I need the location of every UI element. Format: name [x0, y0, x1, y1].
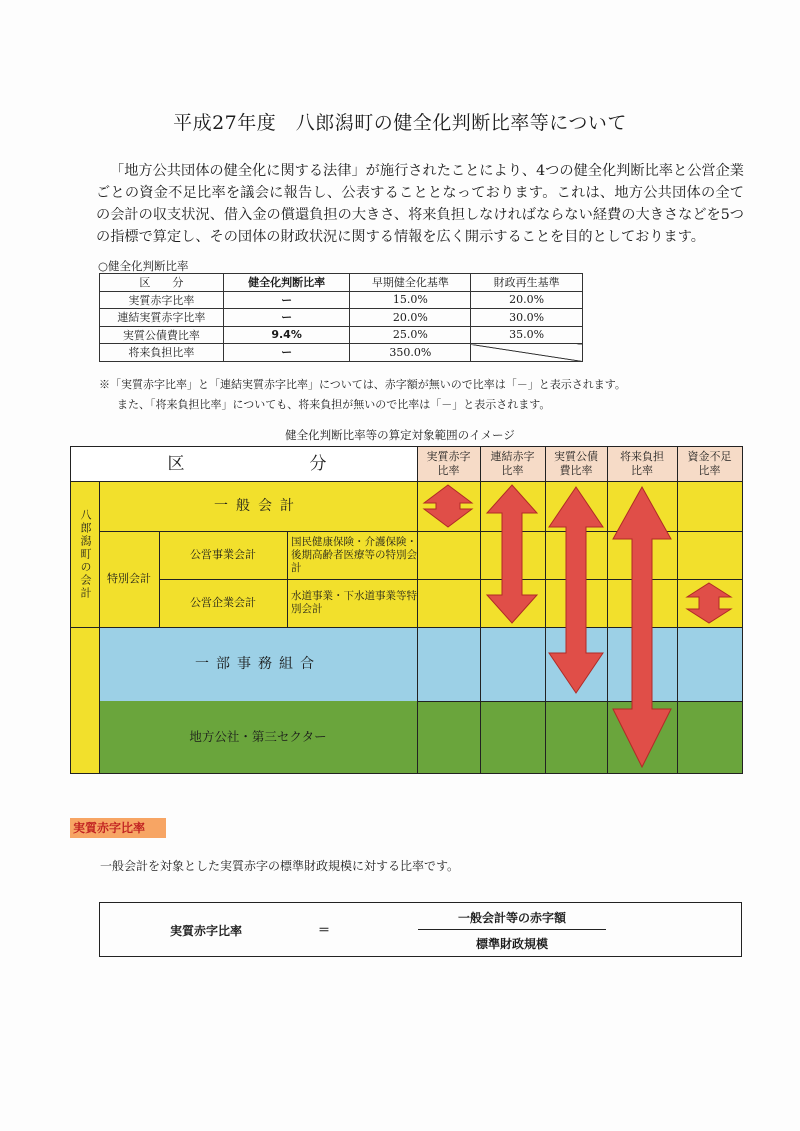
- column-header: 将来負担 比率: [620, 450, 664, 477]
- row-early: 15.0%: [350, 291, 471, 309]
- header-bun: 分: [309, 454, 327, 474]
- scope-diagram: [70, 446, 743, 774]
- formula-denominator: 標準財政規模: [475, 937, 548, 951]
- row-value: ー: [223, 309, 350, 327]
- public-business-detail: 国民健康保険・介護保険・後期高齢者医療等の特別会計: [291, 535, 417, 574]
- row-value: 9.4%: [223, 326, 350, 344]
- partial-union-label: 一部事務組合: [195, 656, 321, 672]
- ratio-description: 一般会計を対象とした実質赤字の標準財政規模に対する比率です。: [100, 859, 460, 873]
- public-enterprise-label: 公営企業会計: [190, 596, 256, 609]
- formula-box: [99, 902, 742, 957]
- formula-numerator: 一般会計等の赤字額: [457, 911, 566, 925]
- row-restore: 20.0%: [471, 291, 583, 309]
- table-header-row: [100, 274, 583, 292]
- row-value: ー: [223, 344, 350, 362]
- column-header: 実質公債 費比率: [554, 450, 598, 477]
- column-header: 資金不足 比率: [687, 450, 732, 477]
- row-name: 実質赤字比率: [100, 291, 224, 309]
- diagram-title: 健全化判断比率等の算定対象範囲のイメージ: [285, 428, 515, 442]
- row-name: 実質公債費比率: [100, 326, 224, 344]
- formula-fraction-bar: [418, 929, 606, 930]
- town-accounts-label: 八郎潟町の会計: [79, 508, 92, 600]
- row-restore-empty: [471, 344, 583, 362]
- table-header: 早期健全化基準: [350, 274, 471, 292]
- third-sector-label: 地方公社・第三セクター: [189, 729, 327, 744]
- arrow-shorai-futan: [613, 487, 671, 767]
- general-account-label: 一般会計: [214, 498, 302, 514]
- column-header: 実質赤字 比率: [426, 450, 471, 477]
- table-header: 健全化判断比率: [223, 274, 350, 292]
- section-label: ○健全化判断比率: [98, 259, 189, 273]
- row-name: 将来負担比率: [100, 344, 224, 362]
- header-ku: 区: [167, 454, 185, 474]
- table-note: ※「実質赤字比率」と「連結実質赤字比率」については、赤字額が無いので比率は「－」と表示されます。: [99, 378, 626, 391]
- ratio-table: [99, 273, 583, 362]
- table-header: 財政再生基準: [471, 274, 583, 292]
- ratio-section-tag: 実質赤字比率: [70, 818, 166, 838]
- arrow-renketsu-akaji: [487, 485, 537, 623]
- table-row: [100, 326, 583, 344]
- row-value: ー: [223, 291, 350, 309]
- row-early: 20.0%: [350, 309, 471, 327]
- public-business-label: 公営事業会計: [190, 548, 256, 561]
- public-enterprise-detail: 水道事業・下水道事業等特別会計: [291, 590, 417, 615]
- table-note: また、「将来負担比率」についても、将来負担が無いので比率は「－」と表示されます。: [117, 398, 551, 411]
- arrow-jisshitsu-akaji: [424, 485, 472, 527]
- row-restore: 30.0%: [471, 309, 583, 327]
- table-row: [100, 344, 583, 362]
- row-restore: 35.0%: [471, 326, 583, 344]
- formula-equals: ＝: [318, 923, 331, 937]
- table-row: [100, 291, 583, 309]
- row-name: 連結実質赤字比率: [100, 309, 224, 327]
- row-early: 25.0%: [350, 326, 471, 344]
- column-header: 連結赤字 比率: [490, 450, 535, 477]
- arrow-shikin-fusoku: [687, 583, 731, 623]
- formula-lhs: 実質赤字比率: [170, 924, 243, 938]
- page-title: 平成27年度 八郎潟町の健全化判断比率等について: [173, 112, 627, 134]
- row-early: 350.0%: [350, 344, 471, 362]
- intro-paragraph: 「地方公共団体の健全化に関する法律」が施行されたことにより、4つの健全化判断比率と公営企業ごとの資金不足比率を議会に報告し、公表することとなっております。これは、地方公共団体の全ての会計の収支状況、借入金の償還負担の大きさ、将来負担しなければならない経費の大きさなどを5つの指標で算定し、その団体の財政状況に関する情報を広く開示することを目的としております。: [96, 163, 744, 245]
- special-account-label: 特別会計: [107, 572, 151, 585]
- scope-arrows: [71, 447, 742, 773]
- arrow-jisshitsu-kosai: [549, 487, 603, 693]
- table-header: 区 分: [100, 274, 224, 292]
- table-row: [100, 309, 583, 327]
